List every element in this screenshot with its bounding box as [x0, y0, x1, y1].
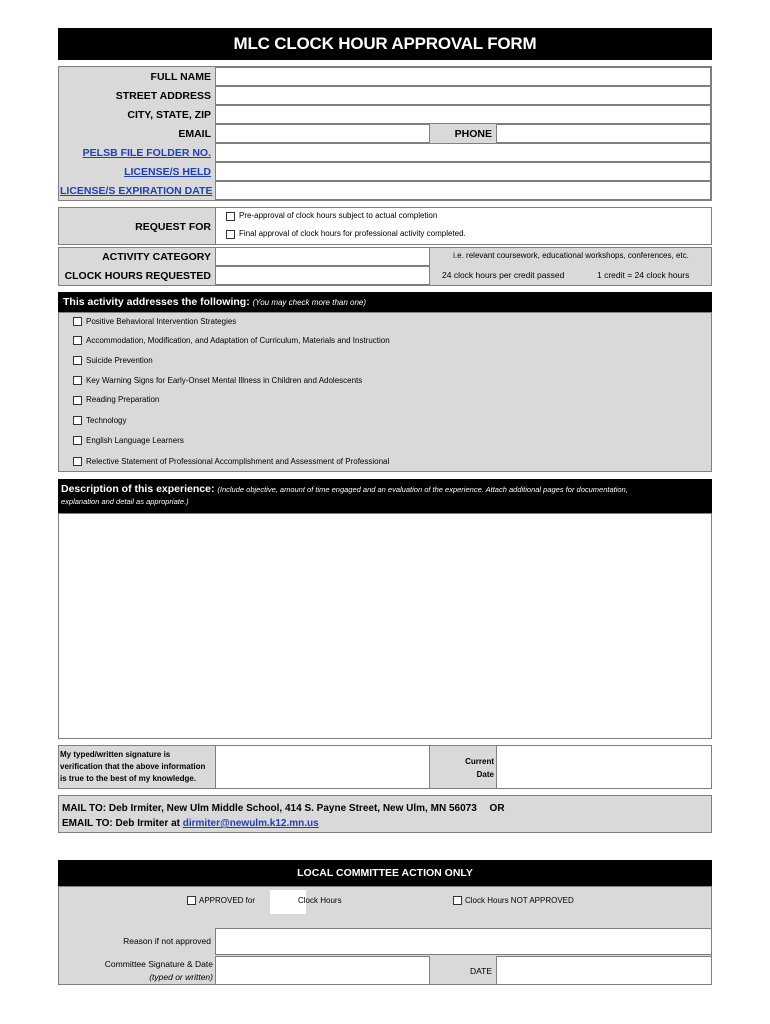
- addresses-list: [58, 312, 712, 472]
- clock-hours-approved-label: Clock Hours: [298, 896, 342, 905]
- preapproval-checkbox[interactable]: [226, 212, 235, 221]
- checkbox-reading[interactable]: [73, 396, 82, 405]
- license-expiration-link[interactable]: LICENSE/S EXPIRATION DATE: [60, 185, 213, 197]
- clock-hours-hint-2: 1 credit = 24 clock hours: [597, 270, 690, 280]
- checkbox-technology[interactable]: [73, 416, 82, 425]
- email-field[interactable]: [215, 124, 430, 143]
- signature-statement: [60, 749, 215, 785]
- current-date-label: [432, 755, 494, 781]
- item-reading: Reading Preparation: [86, 395, 160, 404]
- clock-hours-field[interactable]: [215, 266, 430, 285]
- street-address-label: STREET ADDRESS: [115, 90, 211, 102]
- reason-label: Reason if not approved: [123, 936, 211, 946]
- current-date-label-line-2: Date: [476, 770, 494, 779]
- item-suicide-prevention: Suicide Prevention: [86, 356, 153, 365]
- email-to-link[interactable]: dirmiter@newulm.k12.mn.us: [182, 818, 319, 829]
- approved-for-label: APPROVED for: [199, 896, 256, 905]
- committee-heading: LOCAL COMMITTEE ACTION ONLY: [58, 860, 712, 886]
- item-reflective-statement: Relective Statement of Professional Accomplishment and Assessment of Professional: [86, 457, 390, 466]
- item-accommodation: Accommodation, Modification, and Adaptation of Curriculum, Materials and Instruction: [86, 336, 390, 345]
- pelsb-file-folder-link[interactable]: PELSB FILE FOLDER NO.: [82, 147, 211, 159]
- description-textarea[interactable]: [58, 513, 712, 739]
- addresses-heading-bar: [58, 292, 712, 312]
- item-technology: Technology: [86, 416, 127, 425]
- committee-signature-label: [60, 958, 213, 984]
- description-note-2: explanation and detail as appropriate.): [61, 497, 189, 506]
- description-note-1: (Include objective, amount of time engaged and an evaluation of the experience. Attach additional pages for documentation,: [217, 485, 628, 494]
- clock-hours-label: CLOCK HOURS REQUESTED: [64, 270, 211, 282]
- addresses-note: (You may check more than one): [252, 298, 367, 307]
- city-state-zip-field[interactable]: [215, 105, 711, 124]
- current-date-label-line-1: Current: [465, 757, 494, 766]
- current-date-field[interactable]: [496, 745, 712, 789]
- reason-field[interactable]: [215, 928, 712, 955]
- licenses-held-link[interactable]: LICENSE/S HELD: [124, 166, 211, 178]
- description-heading-bar: [58, 479, 712, 513]
- phone-label: PHONE: [454, 128, 492, 140]
- mail-to-section: [58, 795, 712, 833]
- mail-or: OR: [489, 803, 505, 814]
- addresses-heading: This activity addresses the following:: [63, 296, 250, 308]
- activity-category-label: ACTIVITY CATEGORY: [102, 251, 211, 263]
- signature-statement-line-2: verification that the above information: [60, 762, 206, 771]
- committee-date-field[interactable]: [496, 956, 712, 985]
- item-ell: English Language Learners: [86, 436, 184, 445]
- activity-category-field[interactable]: [215, 247, 430, 266]
- checkbox-accommodation[interactable]: [73, 336, 82, 345]
- checkbox-mental-illness[interactable]: [73, 376, 82, 385]
- page-title: MLC CLOCK HOUR APPROVAL FORM: [58, 28, 712, 60]
- item-mental-illness: Key Warning Signs for Early-Onset Mental Illness in Children and Adolescents: [86, 376, 363, 385]
- checkbox-suicide-prevention[interactable]: [73, 356, 82, 365]
- checkbox-pbis[interactable]: [73, 317, 82, 326]
- mail-to-address: MAIL TO: Deb Irmiter, New Ulm Middle School, 414 S. Payne Street, New Ulm, MN 56073: [62, 803, 477, 814]
- committee-date-label: DATE: [469, 966, 492, 976]
- committee-signature-field[interactable]: [215, 956, 430, 985]
- street-address-field[interactable]: [215, 86, 711, 105]
- checkbox-reflective-statement[interactable]: [73, 457, 82, 466]
- not-approved-label: Clock Hours NOT APPROVED: [465, 896, 574, 905]
- full-name-label: FULL NAME: [150, 71, 211, 83]
- signature-statement-line-3: is true to the best of my knowledge.: [60, 774, 197, 783]
- phone-field[interactable]: [496, 124, 711, 143]
- activity-category-hint: i.e. relevant coursework, educational workshops, conferences, etc.: [453, 251, 689, 260]
- email-label: EMAIL: [178, 128, 211, 140]
- full-name-field[interactable]: [215, 67, 711, 86]
- license-expiration-field[interactable]: [215, 181, 711, 200]
- pelsb-file-folder-field[interactable]: [215, 143, 711, 162]
- final-approval-checkbox[interactable]: [226, 230, 235, 239]
- not-approved-checkbox[interactable]: [453, 896, 462, 905]
- description-heading: Description of this experience:: [61, 483, 215, 495]
- signature-statement-line-1: My typed/written signature is: [60, 750, 171, 759]
- committee-signature-text: Committee Signature & Date: [104, 959, 213, 969]
- preapproval-label: Pre-approval of clock hours subject to actual completion: [239, 211, 438, 220]
- city-state-zip-label: CITY, STATE, ZIP: [127, 109, 211, 121]
- checkbox-ell[interactable]: [73, 436, 82, 445]
- item-pbis: Positive Behavioral Intervention Strategies: [86, 317, 237, 326]
- approved-checkbox[interactable]: [187, 896, 196, 905]
- committee-signature-note: (typed or written): [149, 972, 213, 982]
- email-to-prefix: EMAIL TO: Deb Irmiter at: [62, 818, 180, 829]
- request-for-label: REQUEST FOR: [135, 221, 211, 233]
- licenses-held-field[interactable]: [215, 162, 711, 181]
- final-approval-label: Final approval of clock hours for professional activity completed.: [239, 229, 466, 238]
- signature-field[interactable]: [215, 745, 430, 789]
- clock-hours-hint-1: 24 clock hours per credit passed: [442, 270, 565, 280]
